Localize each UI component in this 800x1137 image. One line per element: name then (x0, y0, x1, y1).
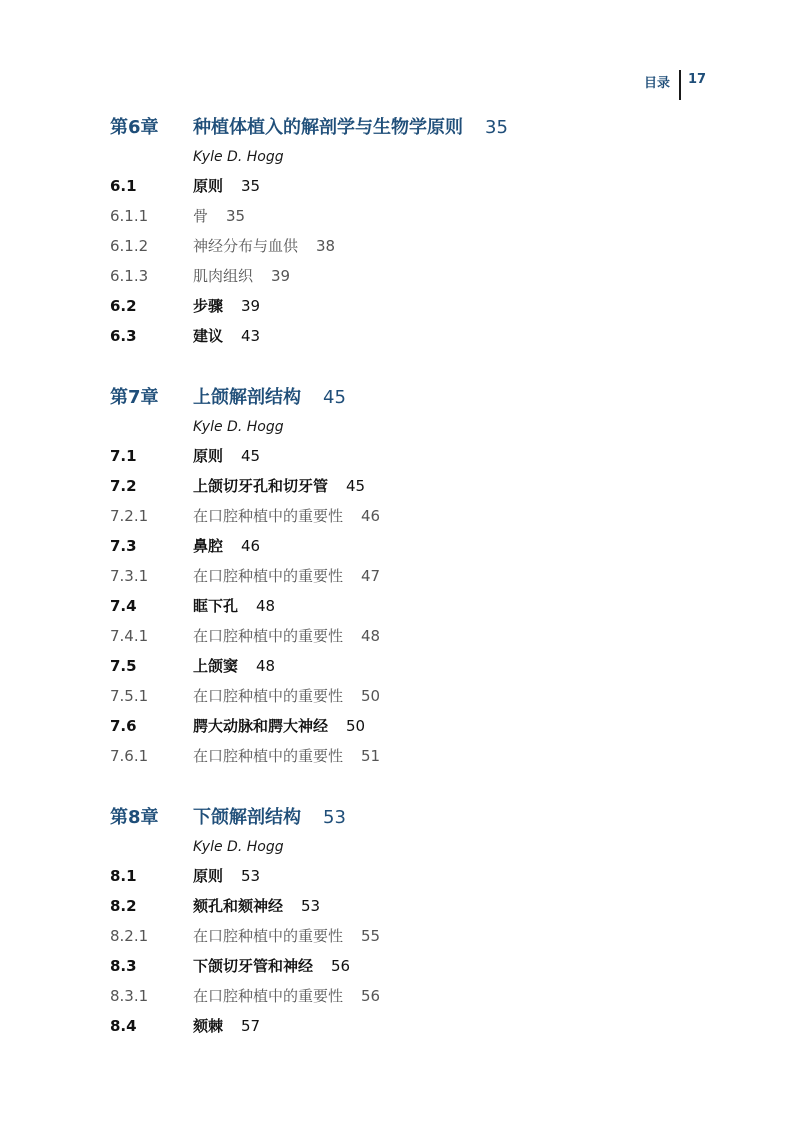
entry-title: 原则 (193, 177, 224, 195)
entry-number: 6.3 (110, 327, 137, 345)
chapter-heading[interactable] (0, 805, 800, 831)
toc-entry[interactable] (0, 443, 800, 469)
entry-title: 在口腔种植中的重要性 (193, 567, 344, 585)
entry-title: 在口腔种植中的重要性 (193, 507, 344, 525)
entry-number: 6.1.3 (110, 267, 149, 285)
entry-number: 7.6.1 (110, 747, 149, 765)
chapter-number: 第7章 (110, 387, 159, 408)
toc-entry[interactable] (0, 173, 800, 199)
entry-page: 43 (241, 327, 261, 345)
toc-entry[interactable] (0, 713, 800, 739)
entry-title: 在口腔种植中的重要性 (193, 627, 344, 645)
entry-title: 骨 (193, 207, 209, 225)
entry-title: 在口腔种植中的重要性 (193, 747, 344, 765)
entry-title: 下颌切牙管和神经 (193, 957, 314, 975)
entry-title: 眶下孔 (193, 597, 239, 615)
toc-entry[interactable] (0, 953, 800, 979)
entry-number: 6.1 (110, 177, 137, 195)
entry-title: 颏棘 (193, 1017, 224, 1035)
entry-title: 颏孔和颏神经 (193, 897, 284, 915)
entry-page: 50 (361, 687, 381, 705)
entry-title: 在口腔种植中的重要性 (193, 927, 344, 945)
chapter-page: 35 (485, 117, 508, 138)
entry-number: 6.1.1 (110, 207, 149, 225)
chapter-title: 种植体植入的解剖学与生物学原则 (193, 117, 463, 138)
toc-entry[interactable] (0, 893, 800, 919)
entry-page: 46 (241, 537, 261, 555)
toc-entry[interactable] (0, 1013, 800, 1039)
toc-entry[interactable] (0, 263, 800, 289)
header-divider (679, 70, 681, 100)
entry-title: 神经分布与血供 (193, 237, 299, 255)
chapter-title: 上颌解剖结构 (193, 387, 301, 408)
entry-number: 7.4 (110, 597, 137, 615)
toc-entry[interactable] (0, 983, 800, 1009)
toc-entry[interactable] (0, 533, 800, 559)
entry-number: 7.5 (110, 657, 137, 675)
toc-entry[interactable] (0, 623, 800, 649)
entry-page: 45 (346, 477, 366, 495)
toc-entry[interactable] (0, 923, 800, 949)
toc-entry[interactable] (0, 233, 800, 259)
chapter-page: 45 (323, 387, 346, 408)
chapter-author: Kyle D. Hogg (193, 149, 284, 165)
entry-number: 7.2.1 (110, 507, 149, 525)
entry-number: 6.2 (110, 297, 137, 315)
entry-title: 步骤 (193, 297, 224, 315)
entry-page: 35 (241, 177, 261, 195)
toc-entry[interactable] (0, 203, 800, 229)
entry-page: 45 (241, 447, 261, 465)
entry-number: 8.3.1 (110, 987, 149, 1005)
entry-page: 53 (241, 867, 261, 885)
entry-title: 肌肉组织 (193, 267, 254, 285)
entry-title: 建议 (193, 327, 224, 345)
entry-title: 原则 (193, 867, 224, 885)
entry-page: 56 (331, 957, 351, 975)
entry-page: 51 (361, 747, 381, 765)
entry-page: 48 (361, 627, 381, 645)
chapter-number: 第6章 (110, 117, 159, 138)
entry-page: 48 (256, 657, 276, 675)
entry-page: 55 (361, 927, 381, 945)
chapter-heading[interactable] (0, 385, 800, 411)
chapter-title: 下颌解剖结构 (193, 807, 301, 828)
running-header-label: 目录 (643, 76, 670, 91)
running-header (600, 70, 720, 102)
toc-entry[interactable] (0, 503, 800, 529)
chapter-page: 53 (323, 807, 346, 828)
entry-title: 上颌切牙孔和切牙管 (193, 477, 329, 495)
entry-title: 在口腔种植中的重要性 (193, 687, 344, 705)
entry-title: 原则 (193, 447, 224, 465)
entry-page: 39 (241, 297, 261, 315)
entry-page: 35 (226, 207, 246, 225)
entry-number: 7.6 (110, 717, 137, 735)
toc-entry[interactable] (0, 293, 800, 319)
toc-entry[interactable] (0, 683, 800, 709)
entry-title: 上颌窦 (193, 657, 239, 675)
chapter-heading[interactable] (0, 115, 800, 141)
entry-page: 53 (301, 897, 321, 915)
entry-number: 7.3 (110, 537, 137, 555)
entry-number: 8.3 (110, 957, 137, 975)
entry-page: 56 (361, 987, 381, 1005)
toc-entry[interactable] (0, 653, 800, 679)
entry-page: 38 (316, 237, 336, 255)
entry-page: 48 (256, 597, 276, 615)
entry-number: 7.1 (110, 447, 137, 465)
entry-number: 7.3.1 (110, 567, 149, 585)
entry-number: 8.2.1 (110, 927, 149, 945)
entry-number: 6.1.2 (110, 237, 149, 255)
toc-entry[interactable] (0, 473, 800, 499)
toc-entry[interactable] (0, 563, 800, 589)
page-number: 17 (688, 72, 707, 87)
entry-number: 7.2 (110, 477, 137, 495)
entry-number: 8.4 (110, 1017, 137, 1035)
entry-title: 在口腔种植中的重要性 (193, 987, 344, 1005)
entry-number: 8.2 (110, 897, 137, 915)
chapter-author: Kyle D. Hogg (193, 839, 284, 855)
chapter-author: Kyle D. Hogg (193, 419, 284, 435)
entry-page: 50 (346, 717, 366, 735)
toc-entry[interactable] (0, 743, 800, 769)
entry-number: 7.4.1 (110, 627, 149, 645)
entry-title: 腭大动脉和腭大神经 (193, 717, 329, 735)
toc-entry[interactable] (0, 863, 800, 889)
entry-number: 8.1 (110, 867, 137, 885)
entry-page: 47 (361, 567, 381, 585)
entry-number: 7.5.1 (110, 687, 149, 705)
entry-title: 鼻腔 (193, 537, 224, 555)
chapter-number: 第8章 (110, 807, 159, 828)
toc-entry[interactable] (0, 593, 800, 619)
entry-page: 46 (361, 507, 381, 525)
toc-entry[interactable] (0, 323, 800, 349)
entry-page: 39 (271, 267, 291, 285)
entry-page: 57 (241, 1017, 261, 1035)
